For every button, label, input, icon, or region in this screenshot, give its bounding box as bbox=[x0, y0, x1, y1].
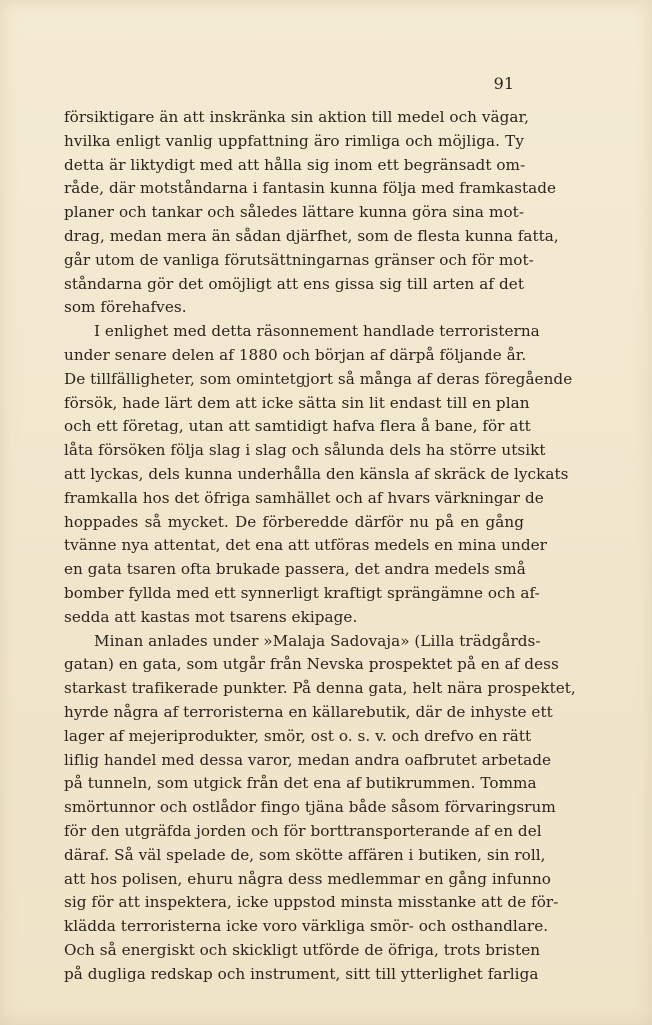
text-line: för den utgräfda jorden och för borttransporterande af en del bbox=[64, 821, 542, 840]
text-line: försiktigare än att inskränka sin aktion till medel och vägar, bbox=[64, 108, 529, 126]
text-line: en gata tsaren ofta brukade passera, det andra medels små bbox=[64, 560, 526, 579]
text-line: på dugliga redskap och instrument, sitt till ytterlighet farliga bbox=[64, 964, 539, 983]
text-line: däraf. Så väl spelade de, som skötte affären i butiken, sin roll, bbox=[64, 845, 546, 864]
text-line: gatan) en gata, som utgår från Nevska prospektet på en af dess bbox=[64, 655, 559, 674]
text-line: under senare delen af 1880 och början af därpå följande år. bbox=[64, 345, 527, 364]
text-line: planer och tankar och således lättare kunna göra sina mot- bbox=[64, 203, 524, 222]
text-line: drag, medan mera än sådan djärfhet, som de flesta kunna fatta, bbox=[64, 226, 559, 245]
text-line: Och så energiskt och skickligt utförde de öfriga, trots bristen bbox=[64, 940, 541, 959]
text-line: smörtunnor och ostlådor fingo tjäna både såsom förvaringsrum bbox=[64, 798, 556, 817]
text-line: lager af mejeriprodukter, smör, ost o. s. v. och drefvo en rätt bbox=[64, 726, 532, 745]
text-line: detta är liktydigt med att hålla sig inom ett begränsadt om- bbox=[64, 155, 526, 174]
text-line: Minan anlades under »Malaja Sadovaja» (Lilla trädgårds- bbox=[94, 631, 541, 650]
text-line: låta försöken följa slag i slag och sålunda dels ha större utsikt bbox=[64, 441, 546, 460]
text-line: sig för att inspektera, icke uppstod minsta misstanke att de för- bbox=[64, 893, 559, 912]
text-line: hvilka enligt vanlig uppfattning äro rimliga och möjliga. Ty bbox=[64, 131, 524, 150]
text-line: att hos polisen, ehuru några dess medlemmar en gång infunno bbox=[64, 869, 551, 888]
text-line: I enlighet med detta räsonnement handlade terroristerna bbox=[94, 322, 540, 341]
page-number: 91 bbox=[493, 74, 514, 93]
text-line: starkast trafikerade punkter. På denna gata, helt nära prospektet, bbox=[64, 679, 576, 698]
text-line: klädda terroristerna icke voro värkliga smör- och osthandlare. bbox=[64, 917, 549, 936]
text-line: framkalla hos det öfriga samhället och af hvars värkningar de bbox=[64, 488, 544, 507]
text-line: råde, där motståndarna i fantasin kunna följa med framkastade bbox=[64, 179, 557, 198]
text-line: tvänne nya attentat, det ena att utföras medels en mina under bbox=[64, 536, 547, 555]
text-line: på tunneln, som utgick från det ena af butikrummen. Tomma bbox=[64, 774, 537, 793]
text-line: hoppades så mycket. De förberedde därför nu på en gång bbox=[64, 512, 524, 531]
text-line: som förehafves. bbox=[64, 298, 187, 317]
text-line: att lyckas, dels kunna underhålla den känsla af skräck de lyckats bbox=[64, 464, 569, 483]
text-line: försök, hade lärt dem att icke sätta sin lit endast till en plan bbox=[64, 393, 530, 412]
text-line: bomber fyllda med ett synnerligt kraftigt sprängämne och af- bbox=[64, 583, 540, 602]
text-line: hyrde några af terroristerna en källarebutik, där de inhyste ett bbox=[64, 702, 553, 721]
body-text bbox=[64, 106, 576, 986]
text-line: ståndarna gör det omöjligt att ens gissa sig till arten af det bbox=[64, 274, 524, 293]
text-line: liflig handel med dessa varor, medan andra oafbrutet arbetade bbox=[64, 750, 552, 769]
text-line: och ett företag, utan att samtidigt hafva flera å bane, för att bbox=[64, 417, 531, 436]
text-line: går utom de vanliga förutsättningarnas gränser och för mot- bbox=[64, 250, 534, 269]
text-line: De tillfälligheter, som omintetgjort så många af deras föregående bbox=[64, 369, 573, 388]
text-line: sedda att kastas mot tsarens ekipage. bbox=[64, 607, 358, 626]
